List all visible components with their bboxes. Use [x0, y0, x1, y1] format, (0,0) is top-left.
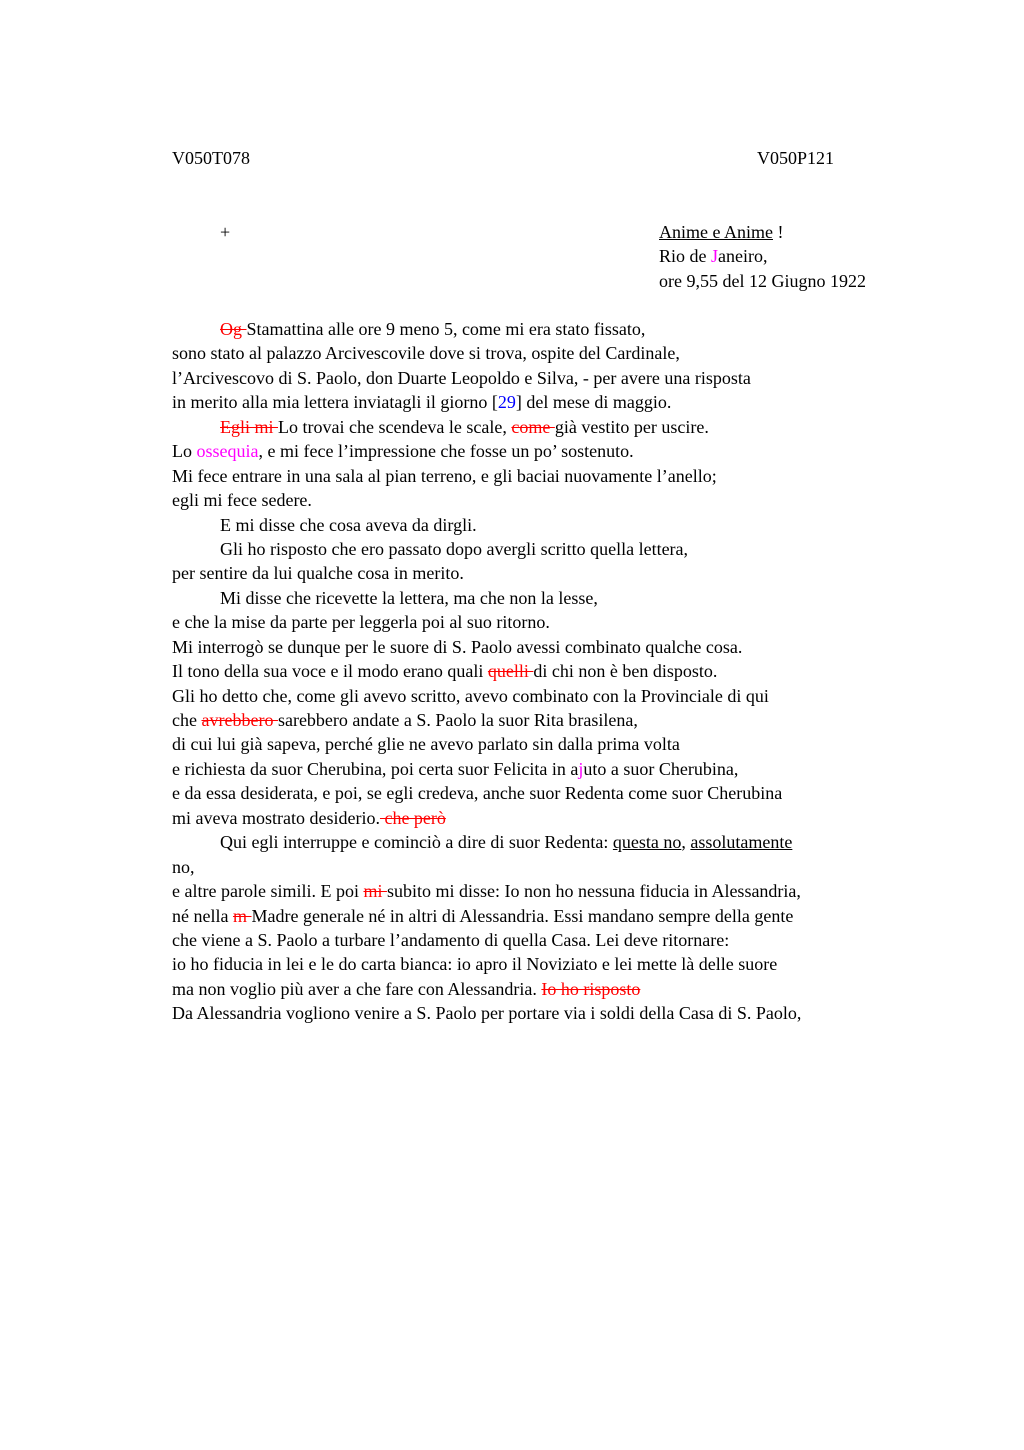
deleted-text: Og	[220, 319, 247, 339]
heading-title-exclamation: !	[772, 222, 784, 242]
deleted-text: Io ho risposto	[541, 978, 641, 999]
inserted-text: ossequia	[196, 441, 259, 462]
text-line: mi aveva mostrato desiderio. che però	[172, 807, 446, 828]
text-line: egli mi fece sedere.	[172, 490, 312, 511]
text-line: Mi disse che ricevette la lettera, ma che non la lesse,	[220, 587, 598, 608]
cross-mark: +	[220, 222, 231, 242]
deleted-text: avrebbero	[201, 710, 278, 730]
text-line: Lo ossequia, e mi fece l’impressione che fosse un po’ sostenuto.	[172, 441, 634, 462]
text-line: sono stato al palazzo Arcivescovile dove si trova, ospite del Cardinale,	[172, 343, 680, 364]
text-line: Egli mi Lo trovai che scendeva le scale, come già vestito per uscire.	[220, 416, 709, 437]
text-line: Gli ho risposto che ero passato dopo avergli scritto quella lettera,	[220, 538, 689, 559]
heading-title-line	[659, 220, 783, 244]
heading-title: Anime e Anime	[659, 222, 773, 242]
text-line: in merito alla mia lettera inviatagli il giorno [29] del mese di maggio.	[172, 392, 672, 413]
text-line: Da Alessandria vogliono venire a S. Paolo per portare via i soldi della Casa di S. Paolo,	[172, 1003, 802, 1024]
text-line: che avrebbero sarebbero andate a S. Paolo la suor Rita brasilena,	[172, 710, 638, 730]
text-line: e che la mise da parte per leggerla poi al suo ritorno.	[172, 612, 550, 633]
document-code-right: V050P121	[757, 148, 835, 168]
letter-body	[172, 317, 912, 1026]
text-line: Qui egli interruppe e cominciò a dire di suor Redenta: questa no, assolutamente	[220, 832, 793, 853]
inserted-letter: j	[578, 758, 584, 779]
text-line: no,	[172, 856, 195, 877]
text-line: di cui lui già sapeva, perché glie ne avevo parlato sin dalla prima volta	[172, 734, 680, 755]
text-line: ma non voglio più aver a che fare con Alessandria. Io ho risposto	[172, 978, 641, 999]
text-line: Mi interrogò se dunque per le suore di S. Paolo avessi combinato qualche cosa.	[172, 636, 743, 657]
text-line: Il tono della sua voce e il modo erano quali quelli di chi non è ben disposto.	[172, 661, 718, 682]
document-code-left: V050T078	[172, 148, 250, 168]
text-line: e da essa desiderata, e poi, se egli credeva, anche suor Redenta come suor Cherubina	[172, 783, 783, 804]
heading-datetime: ore 9,55 del 12 Giugno 1922	[659, 271, 866, 291]
text-line: io ho fiducia in lei e le do carta bianca: io apro il Noviziato e lei mette là delle suore	[172, 954, 778, 975]
text-line: Og Stamattina alle ore 9 meno 5, come mi era stato fissato,	[220, 319, 646, 339]
underlined-text: questa no	[612, 832, 682, 853]
heading-place: Rio de Janeiro,	[659, 246, 768, 266]
deleted-text: mi	[363, 881, 387, 902]
text-line: né nella m Madre generale né in altri di Alessandria. Essi mandano sempre della gente	[172, 905, 794, 926]
inserted-letter: J	[711, 246, 719, 266]
deleted-text: quelli	[487, 661, 534, 682]
deleted-text: che però	[379, 807, 446, 828]
text-line: Mi fece entrare in una sala al pian terreno, e gli baciai nuovamente l’anello;	[172, 465, 717, 486]
deleted-text: m	[232, 905, 252, 926]
editorial-date: 29	[497, 392, 516, 413]
text-line: Gli ho detto che, come gli avevo scritto, avevo combinato con la Provinciale di qui	[172, 685, 769, 706]
text-line: E mi disse che cosa aveva da dirgli.	[220, 514, 477, 535]
deleted-text: come	[511, 416, 555, 437]
text-line: per sentire da lui qualche cosa in merito.	[172, 563, 464, 584]
text-line: che viene a S. Paolo a turbare l’andamento di quella Casa. Lei deve ritornare:	[172, 929, 730, 950]
text-line: e altre parole simili. E poi mi subito mi disse: Io non ho nessuna fiducia in Alessandria,	[172, 881, 801, 902]
text-line: l’Arcivescovo di S. Paolo, don Duarte Leopoldo e Silva, - per avere una risposta	[172, 367, 751, 388]
underlined-text: assolutamente	[690, 832, 793, 853]
deleted-text: Egli mi	[220, 416, 278, 437]
text-line: e richiesta da suor Cherubina, poi certa suor Felicita in ajuto a suor Cherubina,	[172, 758, 739, 779]
